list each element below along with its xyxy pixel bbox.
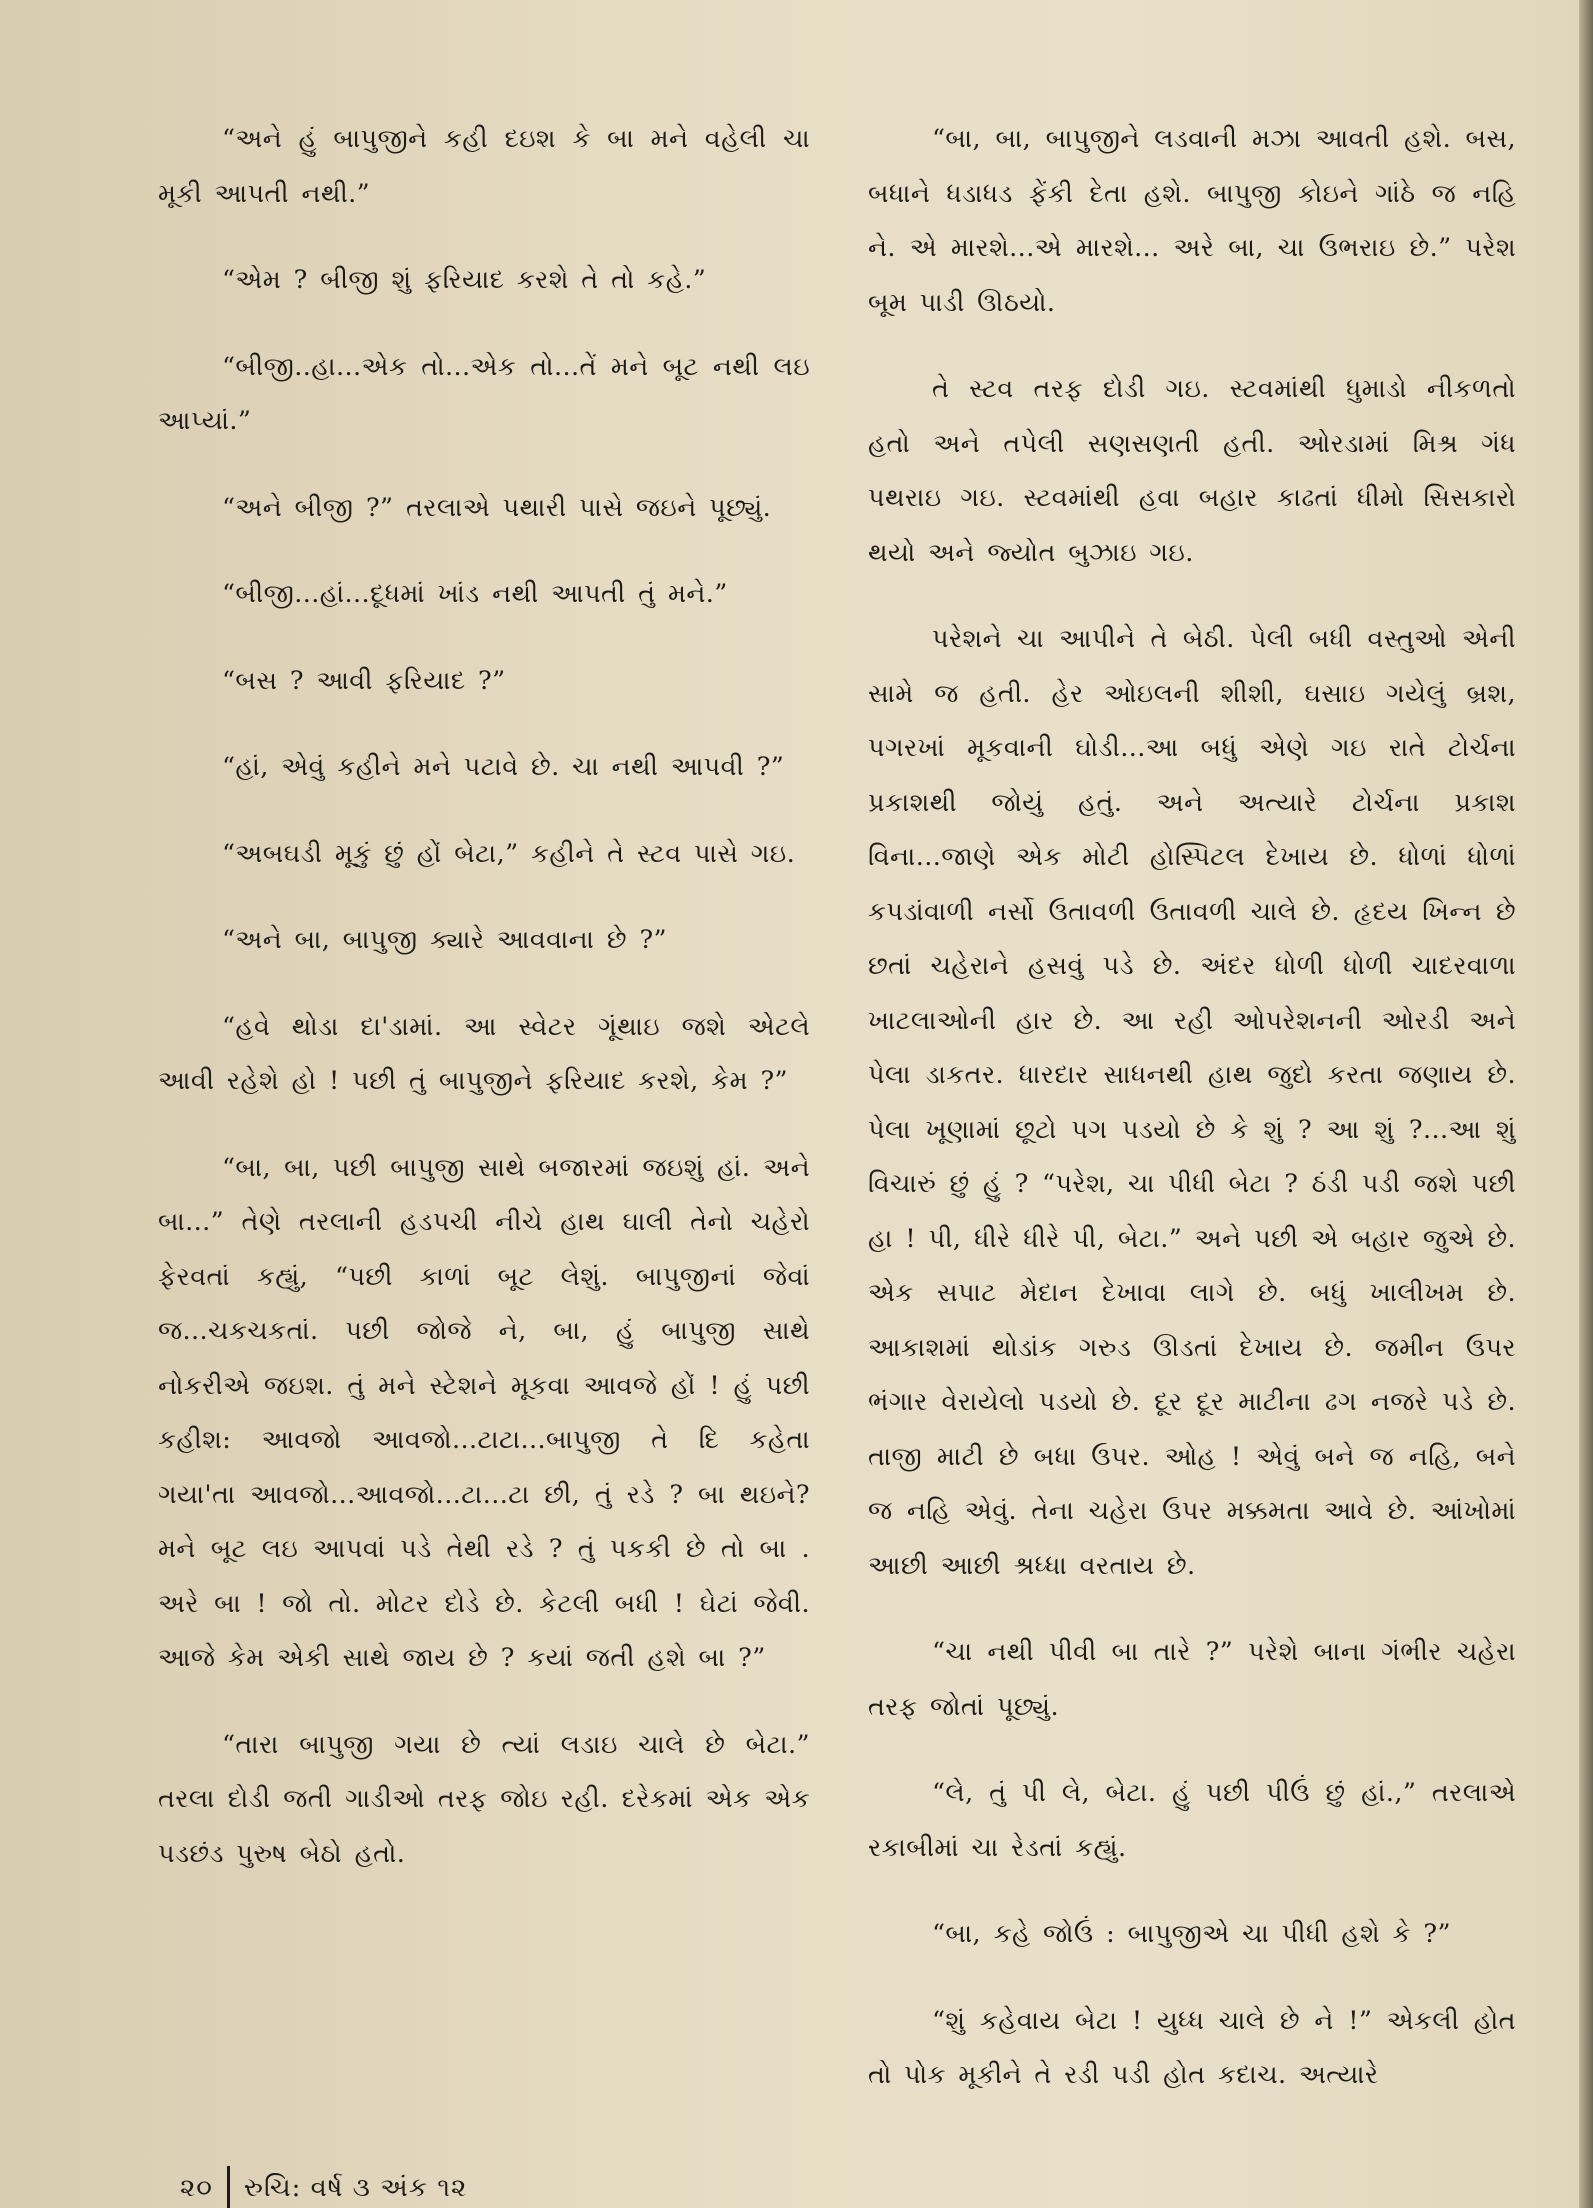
- paragraph: “અને બા, બાપુજી ક્યારે આવવાના છે ?”: [222, 925, 667, 955]
- paragraph: “હાં, એવું કહીને મને પટાવે છે. ચા નથી આપવી ?”: [222, 752, 785, 782]
- paragraph: “અબઘડી મૂકું છું હોં બેટા,” કહીને તે સ્ટવ પાસે ગઇ.: [222, 838, 796, 869]
- left-column: [158, 112, 810, 1913]
- paragraph: “હવે થોડા દા'ડામાં. આ સ્વેટર ગૂંથાઇ જશે એટલે આવી રહેશે હો ! પછી તું બાપુજીને ફરિયાદ કરશે, કેમ ?”: [158, 1011, 810, 1096]
- paragraph: “બા, બા, બાપુજીને લડવાની મઝા આવતી હશે. બસ, બધાને ધડાધડ ફેંકી દેતા હશે. બાપુજી કોઇને ગાંઠે જ નહિ ને. એ મારશે...એ મારશે... અરે બા, ચા ઉભરાઇ છે.” પરેશ બૂમ પાડી ઊઠયો.: [868, 124, 1516, 318]
- paragraph: “લે, તું પી લે, બેટા. હું પછી પીઉં છું હાં.,” તરલાએ રકાબીમાં ચા રેડતાં કહ્યું.: [868, 1778, 1516, 1863]
- paragraph: તે સ્ટવ તરફ દોડી ગઇ. સ્ટવમાંથી ધુમાડો નીકળતો હતો અને તપેલી સણસણતી હતી. ઓરડામાં મિશ્ર ગંધ પથરાઇ ગઇ. સ્ટવમાંથી હવા બહાર કાઢતાં ધીમો સિસકારો થયો અને જ્યોત બુઝાઇ ગઇ.: [868, 374, 1516, 568]
- paragraph: “બીજી..હા...એક તો...એક તો...તેં મને બૂટ નથી લઇ આપ્યાં.”: [158, 351, 810, 436]
- magazine-issue: રુચિ: વર્ષ ૩ અંક ૧૨: [243, 2172, 468, 2203]
- paragraph: “અને હું બાપુજીને કહી દઇશ કે બા મને વહેલી ચા મૂકી આપતી નથી.”: [158, 124, 810, 209]
- paragraph: “એમ ? બીજી શું ફરિયાદ કરશે તે તો કહે.”: [222, 265, 707, 295]
- right-column: [868, 112, 1516, 2135]
- paragraph: “બા, કહે જોઉં : બાપુજીએ ચા પીધી હશે કે ?”: [932, 1919, 1451, 1949]
- paragraph: “બીજી...હાં...દૂધમાં ખાંડ નથી આપતી તું મને.”: [222, 579, 728, 609]
- page-edge: [1579, 0, 1593, 2208]
- paragraph: “અને બીજી ?” તરલાએ પથારી પાસે જઇને પૂછ્યું.: [222, 492, 772, 523]
- paragraph: “તારા બાપુજી ગયા છે ત્યાં લડાઇ ચાલે છે બેટા.” તરલા દોડી જતી ગાડીઓ તરફ જોઇ રહી. દરેકમાં એક એક પડછંડ પુરુષ બેઠો હતો.: [158, 1729, 810, 1869]
- paragraph: પરેશને ચા આપીને તે બેઠી. પેલી બધી વસ્તુઓ એની સામે જ હતી. હેર ઓઇલની શીશી, ઘસાઇ ગયેલું બ્રશ, પગરખાં મૂકવાની ઘોડી...આ બધું એણે ગઇ રાતે ટોર્ચના પ્રકાશથી જોયું હતું. અને અત્યારે ટોર્ચના પ્રકાશ વિના...જાણે એક મોટી હોસ્પિટલ દેખાય છે. ધોળાં ધોળાં કપડાંવાળી નર્સો ઉતાવળી ઉતાવળી ચાલે છે. હૃદય ખિન્ન છે છતાં ચહેરાને હસવું પડે છે. અંદર ધોળી ધોળી ચાદરવાળા ખાટલાઓની હાર છે. આ રહી ઓપરેશનની ઓરડી અને પેલા ડાકતર. ધારદાર સાધનથી હાથ જુદો કરતા જણાય છે. પેલા ખૂણામાં છૂટો પગ પડયો છે કે શું ? આ શું ?...આ શું વિચારું છું હું ? “પરેશ, ચા પીધી બેટા ? ઠંડી પડી જશે પછી હા ! પી, ધીરે ધીરે પી, બેટા.” અને પછી એ બહાર જુએ છે. એક સપાટ મેદાન દેખાવા લાગે છે. બધું ખાલીખમ છે. આકાશમાં થોડાંક ગરુડ ઊડતાં દેખાય છે. જમીન ઉપર ભંગાર વેરાયેલો પડયો છે. દૂર દૂર માટીના ઢગ નજરે પડે છે. તાજી માટી છે બધા ઉપર. ઓહ ! એવું બને જ નહિ, બને જ નહિ એવું. તેના ચહેરા ઉપર મક્કમતા આવે છે. આંખોમાં આછી આછી શ્રધ્ધા વરતાય છે.: [868, 624, 1516, 1581]
- page-number: ૨૦: [180, 2172, 213, 2203]
- footer-divider: [227, 2166, 230, 2208]
- paragraph: “શું કહેવાય બેટા ! યુધ્ધ ચાલે છે ને !” એકલી હોત તો પોક મૂકીને તે રડી પડી હોત કદાચ. અત્યારે: [868, 2005, 1516, 2090]
- paragraph: “બસ ? આવી ફરિયાદ ?”: [222, 665, 506, 696]
- paragraph: “બા, બા, પછી બાપુજી સાથે બજારમાં જઇશું હાં. અને બા...” તેણે તરલાની હડપચી નીચે હાથ ઘાલી તેનો ચહેરો ફેરવતાં કહ્યું, “પછી કાળાં બૂટ લેશું. બાપુજીનાં જેવાં જ...ચકચકતાં. પછી જોજે ને, બા, હું બાપુજી સાથે નોકરીએ જઇશ. તું મને સ્ટેશને મૂકવા આવજે હોં ! હું પછી કહીશ: આવજો આવજો...ટાટા...બાપુજી તે દિ કહેતા ગયા'તા આવજો...આવજો...ટા...ટા છી, તું રડે ? બા થઇને? મને બૂટ લઇ આપવાં પડે તેથી રડે ? તું પકકી છે તો બા . અરે બા ! જો તો. મોટર દોડે છે. કેટલી બધી ! ઘેટાં જેવી. આજે કેમ એકી સાથે જાય છે ? કયાં જતી હશે બા ?”: [158, 1152, 810, 1673]
- paragraph: “ચા નથી પીવી બા તારે ?” પરેશે બાના ગંભીર ચહેરા તરફ જોતાં પૂછ્યું.: [868, 1637, 1516, 1722]
- page-footer: [180, 2166, 467, 2208]
